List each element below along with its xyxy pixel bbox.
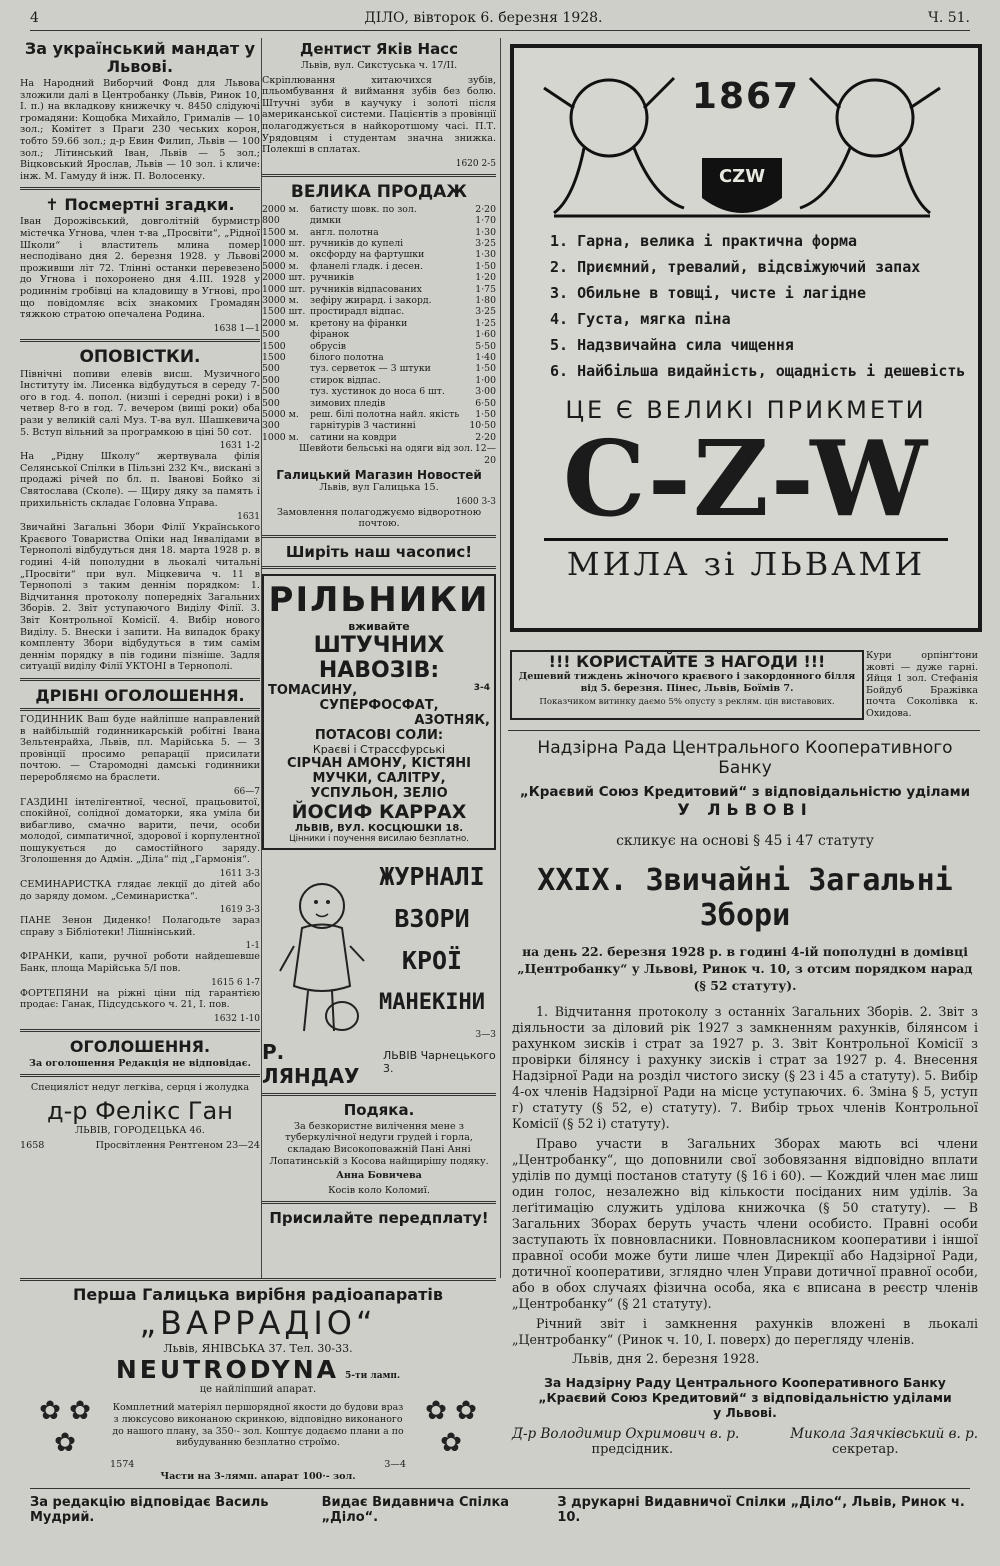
fertilizer-prices: Цінники і поучення висилаю безплатно.: [289, 833, 469, 844]
journals-line: ЖУРНАЛІ: [379, 861, 485, 891]
bank-rights: Право участи в Загальних Зборах мають всі члени „Центробанку“, що доповнили свої зобовязання відповідно вплати уділів по думці постанов статуту (§ 16 і 60). — Кождий член має лиш один голос, незалежно від кількости посіданих ним уділів. За леґітимацію служить уділова книжочка (§ 50 статуту). — В Загальних Зборах беруть участь члени особисто. Правні особи заступають їх повновласники. Повновласником кооперативи і іншої правної особи може бути лише член Дирекції або Надзірної Ради, дотичної кооперативи, зглядно член Управи дотичної правної особи, або в обох случаях фізична особа, яка є вписана в реєстр членів „Центробанку“ (§ 21 статуту).: [512, 1136, 978, 1311]
opportunity-note: Показчиком витинку даємо 5% опусту з реклям. цін виставових.: [539, 697, 835, 708]
sale-item: [262, 341, 496, 352]
sale-name: реш. білі полотна найл. якість: [310, 409, 460, 421]
sale-shop: Галицький Магазин Новостей: [276, 468, 482, 483]
footer-printer: З друкарні Видавничої Спілки „Діло“, Львів, Ринок ч. 10.: [557, 1495, 965, 1525]
sale-name: оксфорду на фартушки: [310, 249, 425, 261]
divider: [20, 1029, 260, 1032]
sale-price: 1·80: [475, 295, 496, 306]
sale-quantity: 3000 м.: [262, 295, 299, 306]
sale-quantity: 1500: [262, 352, 286, 364]
divider: [508, 730, 980, 731]
doctor-specialty: Специяліст недуг легківа, серця і жолудка: [30, 1082, 250, 1094]
fertilizer-title: РІЛЬНИКИ: [268, 579, 490, 620]
landau-address: ЛЬВІВ Чарнецького 3.: [382, 1048, 496, 1075]
sale-price: 1·50: [475, 409, 496, 421]
mandate-title: За український мандат у Львові.: [24, 39, 256, 76]
sale-name: стирок відпас.: [310, 374, 381, 386]
hens-ad: Кури орпінґтони жовті — дуже гарні. Яйця 1 зол. Стефанія Бойдуб Бражівка почта Соколівка к. Охидова.: [866, 650, 978, 719]
sale-item: [262, 432, 496, 443]
footer-editor: За редакцію відповідає Василь Мудрий.: [30, 1495, 269, 1525]
fertilizer-address: ЛЬВІВ, ВУЛ. КОСЦЮШКИ 18.: [294, 822, 464, 834]
ad-code: 1611 3-3: [219, 869, 260, 880]
notice-text: Звичайні Загальні Збори Філії Українського Краєвого Товариства Опіки над Інвалідами в Тернополі відбудуться дня 18. марта 1928 р. в годині 4-ій пополудни в льокалі читальні „Просвіти“ при вул. Міцкевича ч. 11 в Тернополі з таким деннім порядком: 1. Відчитання протоколу попередніх Загальних Зборів. 2. Звіт уступаючого Виділу Філії. 3. Звіт Контрольної Комісії. 4. Вибір нового Виділу. 5. Внески і запити. На випадок браку компленту Збори відбудуться в тим самім деннім порядку в пів години пізніше. Задля ситуації виділу Філії УКТОНІ в Тернополі.: [20, 522, 260, 673]
opportunity-title: !!! КОРИСТАЙТЕ З НАГОДИ !!!: [548, 652, 826, 671]
sale-quantity: 300: [262, 420, 280, 432]
fertilizer-line: АЗОТНЯК,: [414, 712, 490, 728]
sale-item: [262, 420, 496, 431]
divider: [20, 678, 260, 681]
radio-brand: „ВАРРАДІО“: [139, 1304, 377, 1342]
sale-quantity: 2000 м.: [262, 317, 299, 329]
ad-code: 1638 1—1: [213, 323, 260, 334]
sale-quantity: 1000 шт.: [262, 283, 306, 295]
sale-price: 1·40: [475, 352, 496, 364]
czw-quality: 4. Густа, мягка піна: [550, 310, 731, 328]
sale-item: [262, 318, 496, 329]
sale-name: батисту шовк. по зол.: [310, 203, 417, 215]
fertilizer-line: СІРЧАН АМОНУ, КІСТЯНІ: [287, 755, 471, 771]
fertilizer-subtitle: ШТУЧНИХ НАВОЗІВ:: [313, 632, 445, 683]
czw-quality: 2. Приємний, тревалий, відсвіжуючий запах: [550, 258, 921, 276]
bank-line2: „Краєвий Союз Кредитовий“ з відповідальністю уділами: [519, 784, 971, 800]
sale-quantity: 500: [262, 329, 280, 341]
czw-these-are: ЦЕ Є ВЕЛИКІ ПРИКМЕТИ: [565, 396, 927, 424]
fertilizer-line: ТОМАСИНУ, 3-4: [268, 682, 490, 698]
sale-quantity: 1500 м.: [262, 226, 299, 238]
masthead-line: ДІЛО, вівторок 6. березня 1928.: [364, 10, 603, 26]
bank-signature: Микола Заячківський в. р.: [790, 1426, 978, 1442]
sale-price: 10·50: [469, 420, 496, 432]
sale-name: зимових пледів: [310, 397, 386, 409]
sale-name: Шевйоти бельські на одяги від зол.: [299, 443, 473, 455]
radio-ad: [20, 1278, 496, 1483]
column-one: [20, 38, 260, 1272]
radio-parts: Части на 3-лямп. апарат 100·- зол.: [160, 1470, 356, 1482]
sale-price: 5·50: [475, 340, 496, 352]
sale-name: англ. полотна: [310, 226, 379, 238]
divider: [262, 535, 496, 538]
journals-line: КРОЇ: [401, 945, 463, 975]
sale-item: [262, 375, 496, 386]
sale-price: 3·25: [475, 237, 496, 249]
bank-for-line: „Краєвий Союз Кредитовий“ з відповідальністю уділами: [538, 1390, 952, 1405]
classified-ad: ФІРАНКИ, капи, ручної роботи найдешевше Банк, площа Марійська 5/I пов.: [20, 951, 260, 975]
bank-for-line: у Львові.: [713, 1405, 777, 1420]
sale-quantity: 1000 м.: [262, 431, 299, 443]
ads-title: ОГОЛОШЕННЯ.: [69, 1036, 211, 1056]
journals-line: ВЗОРИ: [394, 903, 470, 933]
notices-title: ОПОВІСТКИ.: [79, 346, 201, 367]
sale-address: Львів, вул Галицька 15.: [319, 482, 439, 494]
divider: [262, 1201, 496, 1204]
obituary-text: Іван Дорожівський, довголітній бурмистр містечка Угнова, член т-ва „Просвіти“, „Рідної Школи“ і властитель млина помер несподівано дня 2. березня 1928. у Львові проживши літ 72. Тлінні останки перевезено до Угнова і похоронено дня 4.ІІІ. 1928 у родиннім гробівці на кладовищу в Угнові, про що повідомляє всіх знакомих Громадян тяжкою стратою опечалена Родина.: [20, 216, 260, 321]
sale-price: 3·25: [475, 306, 496, 318]
sale-item: [262, 284, 496, 295]
sale-name: фіранок: [310, 329, 350, 341]
dentist-address: Львів, вул. Сикстуська ч. 17/ІІ.: [300, 60, 458, 71]
czw-year: 1867: [691, 76, 801, 117]
ad-code: 1631: [237, 512, 260, 523]
fertilizer-line: ПОТАСОВІ СОЛИ:: [314, 727, 444, 743]
bank-signature: Д-р Володимир Охримович в. р.: [512, 1426, 740, 1442]
sale-name: туз. серветок — 3 штуки: [310, 363, 431, 375]
thanks-place: Косів коло Коломиї.: [328, 1184, 430, 1196]
bank-role: секретар.: [832, 1442, 899, 1457]
sale-item: [262, 386, 496, 397]
sale-quantity: 800: [262, 215, 280, 227]
sale-price: 1·30: [475, 249, 496, 261]
czw-quality: 5. Надзвичайна сила чищення: [550, 336, 794, 354]
fertilizer-line: СУПЕРФОСФАТ,: [319, 697, 439, 713]
ad-code: 66—7: [233, 786, 260, 797]
classified-ad: ГОДИННИК Ваш буде найліпше направлений в найбільшій годинникарській робітні Івана Зельтенрайха, Львів, пл. Марійська 5. — З провінції просимо репарації присилати почтою. — Старомодні дамські годинники переробляємо на браслети.: [20, 713, 260, 783]
radio-model: NEUTRODYNA: [115, 1355, 340, 1384]
sale-name: кретону на фіранки: [310, 317, 408, 329]
sale-price: 2·20: [475, 203, 496, 215]
sale-price: 1·25: [475, 317, 496, 329]
column-two: [262, 38, 496, 1274]
lions-icon: [514, 48, 970, 228]
ad-code: 1-1: [245, 941, 260, 952]
sale-price: 3·00: [475, 386, 496, 398]
notice-text: На „Рідну Школу“ жертвувала філія Селянської Спілки в Пільзні 232 Кч., вискані з продажі річей по бл. п. Іванові Бойко зі Святослава (Сколе). — Щиру дяку за память і прихильність складає Головна Управа.: [20, 451, 260, 509]
fertilizer-line: МУЧКИ, САЛІТРУ,: [312, 770, 446, 786]
issue-number: Ч. 51.: [928, 10, 970, 26]
sale-name: гарнітурів 3 частинні: [310, 420, 416, 432]
sale-name: фланелі гладк. і десен.: [310, 260, 424, 272]
classified-ad: ПАНЕ Зенон Диденко! Полагодьте зараз справу з Бібліотеки! Лішнінський.: [20, 915, 260, 938]
czw-soap-line: МИЛА зі ЛЬВАМИ: [544, 538, 948, 583]
thanks-signature: Анна Бовичева: [336, 1170, 422, 1182]
sale-item: [262, 329, 496, 340]
sale-item: [262, 272, 496, 283]
sale-price: 1·60: [475, 329, 496, 341]
divider: [262, 174, 496, 177]
doctor-address: ЛЬВІВ, ГОРОДЕЦЬКА 46.: [75, 1125, 205, 1136]
journals-ad: [262, 856, 496, 1036]
classified-ad: ГАЗДИНІ інтелігентної, чесної, працьовитої, спокійної, солідної доматорки, яка уміла би вибагливо, смачно варити, печи, особи молодої, симпатичної, здорової і корпулентної пошукується до самостійного заряду. Зголошення до Адмін. „Діла“ під „Гармонія“.: [20, 796, 260, 866]
sale-item: [262, 295, 496, 306]
bank-meeting-title: XXIX. Звичайні Загальні Збори: [537, 863, 953, 933]
sale-quantity: 2000 шт.: [262, 272, 306, 284]
czw-qualities: [550, 228, 978, 384]
subscribe-slogan: Присилайте передплату!: [269, 1209, 489, 1228]
sale-quantity: 500: [262, 374, 280, 386]
ad-code: 1631 1-2: [219, 441, 260, 452]
fertilizer-line: Краєві і Страссфурські: [312, 742, 446, 756]
sale-name: ручників до купелі: [310, 237, 404, 249]
czw-quality: 6. Найбільша видайність, ощадність і дешевість: [550, 362, 966, 380]
sale-quantity: 500: [262, 363, 280, 375]
divider: [262, 566, 496, 569]
sale-price: 1·75: [475, 283, 496, 295]
sale-name: зефіру жирард. і закорд.: [310, 295, 432, 306]
sale-price: 1·30: [475, 226, 496, 238]
column-divider: [500, 38, 501, 1278]
bank-roles: [512, 1442, 978, 1457]
sale-note: Замовлення полагоджуємо відворотною почтою.: [276, 506, 482, 530]
ad-code: 1619 3-3: [219, 905, 260, 916]
dentist-text: Скріплювання хитаючихся зубів, пльомбування й виймання зубів без болю. Штучні зуби в каучуку і золоті після американської системи. Пацієнтів з провінції полагоджується в найкоротшому часі. П.Т. Урядовцям і студентам значна знижка. Полекші в сплатах.: [262, 74, 496, 156]
radio-lamps: 5-ти ламп.: [345, 1371, 401, 1381]
page-header: [30, 6, 970, 31]
ad-code: 3—3: [475, 1029, 496, 1040]
bank-convenes: скликує на основі § 45 і 47 статуту: [616, 833, 874, 849]
sale-item: [262, 409, 496, 420]
bank-for-line: За Надзірну Раду Центрального Кооперативного Банку: [544, 1375, 946, 1390]
sale-list: [262, 204, 496, 466]
czw-brand: C-Z-W: [562, 417, 930, 540]
opportunity-ad: [510, 650, 864, 720]
mandate-text: На Народний Виборчий Фонд для Львова зложили далі в Центробанку (Львів, Ринок 10, І. п.) на вкладкову книжечку ч. 8450 слідуючі громадяни: Кощобка Михайло, Грималів — 10 зол.; Комітет з Праги 230 чеських корон, тобто 59.66 зол.; д-р Евин Филип, Львів — 100 зол.; Літинський Іван, Львів — 5 зол.; Віцковський Ярослав, Львів — 10 зол. і кличе: інж. М. Гамуду й інж. П. Волосенку.: [20, 78, 260, 182]
landau-name: Р. ЛЯНДАУ: [262, 1039, 360, 1088]
sale-quantity: 1500: [262, 340, 286, 352]
sale-name: димки: [310, 215, 342, 227]
sale-price: 2·20: [475, 431, 496, 443]
dentist-title: Дентист Яків Насс: [300, 40, 458, 58]
radio-body: [20, 1395, 496, 1459]
page-number-left: 4: [30, 10, 39, 26]
radio-title: Перша Галицька вирібня радіоапаратів: [73, 1285, 443, 1304]
radio-best: це найліпший апарат.: [199, 1384, 317, 1395]
journals-line: МАНЕКІНИ: [379, 989, 485, 1015]
doctor-name: д-р Фелікс Ган: [47, 1097, 233, 1125]
sale-name: білого полотна: [310, 352, 384, 364]
obituary-title: ✝ Посмертні згадки.: [45, 195, 235, 215]
czw-quality: 1. Гарна, велика і практична форма: [550, 232, 858, 250]
divider: [20, 708, 260, 711]
sale-item: [262, 363, 496, 374]
divider: [20, 187, 260, 190]
opportunity-text: Дешевий тиждень жіночого краєвого і закордонного білля від 5. березня. Пінес, Львів, Боїмів 7.: [518, 671, 856, 694]
sale-item: [262, 238, 496, 249]
sale-name: туз. хустинок до носа 6 шт.: [310, 386, 445, 398]
sale-quantity: 500: [262, 386, 280, 398]
sale-price: 1·50: [475, 260, 496, 272]
fertilizer-line: УСПУЛЬОН, ЗЕЛІО: [310, 785, 448, 801]
czw-shield-text: CZW: [718, 166, 766, 187]
radio-address: Львів, ЯНІВСЬКА 37. Тел. 30-33.: [163, 1342, 353, 1355]
sale-item: [262, 352, 496, 363]
sale-item: [262, 443, 496, 466]
fertilizer-seller: ЙОСИФ КАРРАХ: [291, 800, 467, 823]
bank-report: Річний звіт і замкнення рахунків вложені в льокалі „Центробанку“ (Ринок ч. 10, І. поверх) до перегляду членів.: [512, 1316, 978, 1347]
notice-text: Північні попиви елевів висш. Музичного Інституту ім. Лисенка відбудуться в середу 7-ого в год. 4. попол. (низші і середні роки) і в четвер 8-го в год. 7. вечером (вищі роки) оба рази у великій салі Муз. Т-ва вул. Шашкевича 5. Вступ вільний за програмкою в ціні 50 сот.: [20, 368, 260, 438]
sale-quantity: 1500 шт.: [262, 306, 306, 318]
sale-item: [262, 398, 496, 409]
classified-ad: СЕМИНАРИСТКА глядає лекції до дітей або до заряду домом. „Семинаристка“.: [20, 879, 260, 902]
ad-code: 1600 3-3: [455, 496, 496, 507]
sale-quantity: 2000 м.: [262, 203, 299, 215]
classified-ad: ФОРТЕПЯНИ на ріжні ціни під гарантією продає: Ганак, Підсудського ч. 21, І. пов.: [20, 987, 260, 1011]
fertilizer-use: вживайте: [348, 619, 410, 633]
ads-disclaimer: За оголошення Редакція не відповідає.: [29, 1057, 251, 1069]
sale-item: [262, 249, 496, 260]
sale-item: [262, 215, 496, 226]
sale-price: 1·50: [475, 363, 496, 375]
bank-line1: Надзірна Рада Центрального Кооперативного Банку: [537, 738, 953, 778]
sale-quantity: 2000 м.: [262, 249, 299, 261]
sale-price: 1·70: [475, 215, 496, 227]
journals-text: [372, 856, 492, 1024]
radio-model-line: [20, 1355, 496, 1384]
flower-ornament-icon: ✿ ✿ ✿: [39, 1396, 91, 1458]
sale-quantity: 500: [262, 397, 280, 409]
sale-item: [262, 261, 496, 272]
sale-item: [262, 227, 496, 238]
sale-price: 1·20: [475, 272, 496, 284]
sale-quantity: [262, 443, 299, 466]
radio-footer: 1574 3—4: [110, 1459, 406, 1470]
divider: [20, 339, 260, 342]
spread-slogan: Шиpiть наш часопис!: [285, 542, 473, 561]
bank-signatures: [512, 1426, 978, 1442]
sale-name: ручників відпасованих: [310, 283, 422, 295]
doctor-xray-line: 1658 Просвітлення Рентгеном 23—24: [20, 1139, 260, 1151]
bank-date: Львів, дня 2. березня 1928.: [572, 1352, 760, 1367]
ad-code: 1615 6 1-7: [211, 977, 260, 988]
page-footer: [30, 1488, 970, 1525]
ad-code: 1620 2-5: [455, 158, 496, 169]
footer-publisher: Видає Видавнича Спілка „Діло“.: [321, 1495, 510, 1525]
fertilizer-ad: [262, 574, 496, 850]
sale-price: 1·00: [475, 374, 496, 386]
sale-item: [262, 306, 496, 317]
ad-code: 1632 1-10: [214, 1013, 260, 1024]
bank-role: предсідник.: [591, 1442, 674, 1457]
bank-when: на день 22. березня 1928 р. в годині 4-ій пополудні в домівці „Центробанку“ у Львові, Ринок ч. 10, з отсим порядком нарад (§ 52 статуту).: [517, 944, 973, 993]
sale-name: обрусів: [310, 340, 347, 352]
sale-quantity: 1000 шт.: [262, 237, 306, 249]
sale-quantity: 5000 м.: [262, 260, 299, 272]
sale-name: ручників: [310, 272, 354, 284]
bank-agenda: 1. Відчитання протоколу з останніх Загальних Зборів. 2. Звіт з діяльности за діловий рік 1927 з замкненням рахунків, білянсом і рахунком зисків і страт за 1927 р. 3. Звіт Контрольної Комісії з провірки білянсу і рахунку зисків і страт за 1927 р. 4. Внесення Надзірної Ради на розділ чистого зиску (§ 23 і 45 а статуту). 5. Вибір 4-ох членів Надзірної Ради на місце уступаючих. 6. Зміна § 5, уступ г) статуту (§ 52, е) статуту). 7. Вибір трьох членів Контрольної Комісії (§ 52 і) статуту).: [512, 1004, 978, 1131]
bank-line3: У ЛЬВОВІ: [677, 800, 813, 819]
child-illustration-icon: [272, 866, 372, 1041]
thanks-text: За безкористне вилічення мене з туберкулічної недуги грудей і горла, складаю Високоповажній Пані Анні Лопатинській з Косова найщирішу подяку.: [269, 1120, 489, 1167]
czw-quality: 3. Обильне в товщі, чисте і лагідне: [550, 284, 867, 302]
divider: [262, 1093, 496, 1096]
sale-name: сатини на ковдри: [310, 431, 397, 443]
sale-price: 6·50: [475, 397, 496, 409]
sale-item: [262, 204, 496, 215]
czw-emblem: [514, 48, 978, 228]
radio-text: Комплетний матеріял першорядної якости до будови враз з люксусово виконаною скринкою, відповідно виконаного до нашого плану, за 350·- зол. Коштує додаємо плани а по вибудуванню безплатно строїмо.: [112, 1402, 404, 1449]
sale-price: 12—20: [474, 443, 496, 466]
sale-name: простирадл відпас.: [310, 306, 405, 318]
cross-icon: ✝: [45, 195, 65, 215]
bank-notice: [512, 738, 978, 1476]
small-ads-title: ДРІБНІ ОГОЛОШЕННЯ.: [35, 685, 245, 705]
landau-line: [262, 1040, 496, 1088]
sale-title: ВЕЛИКА ПРОДАЖ: [290, 181, 468, 202]
divider: [20, 1074, 260, 1077]
czw-soap-ad: [510, 44, 982, 632]
flower-ornament-icon: ✿ ✿ ✿: [425, 1396, 477, 1458]
sale-quantity: 5000 м.: [262, 409, 299, 421]
thanks-title: Подяка.: [343, 1100, 415, 1119]
